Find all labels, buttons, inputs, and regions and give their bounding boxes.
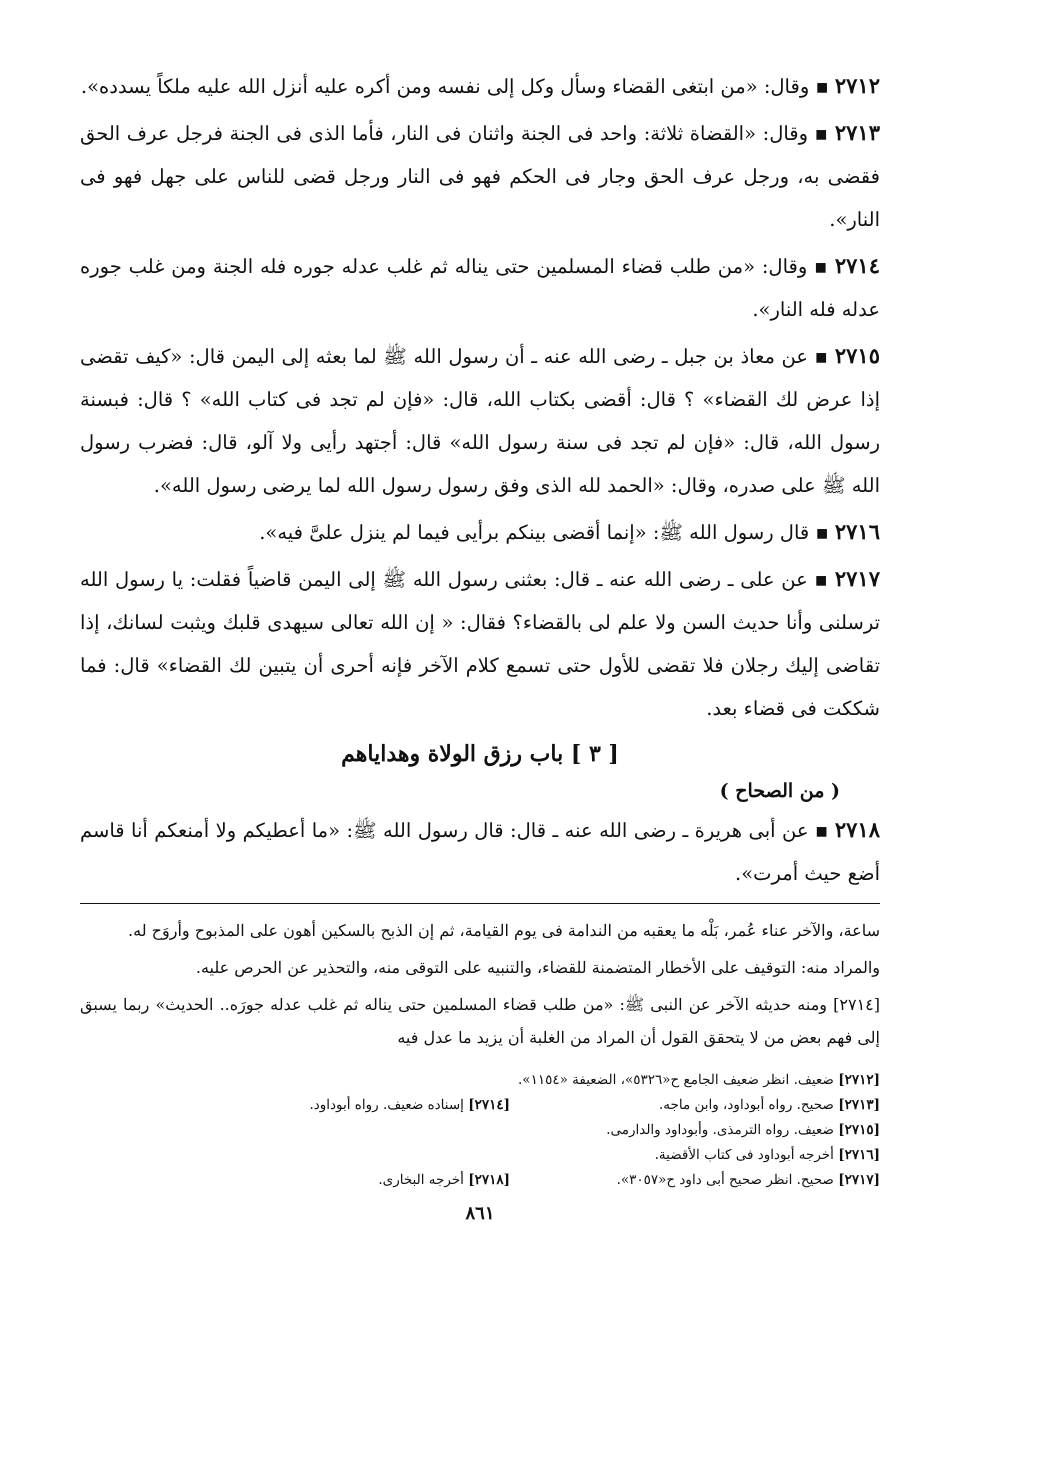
reference-2718 (210, 1168, 510, 1193)
commentary-paragraph: ساعة، والآخر عناء عُمر، بَلْه ما يعقبه من الندامة فى يوم القيامة، ثم إن الذبح بالسكين أهون على المذبوح وأروَح له. (128, 921, 880, 940)
reference-2712 (80, 1068, 880, 1093)
hadith-number: ٢٧١٥ (834, 343, 880, 368)
references (80, 1068, 880, 1193)
reference-row (80, 1118, 880, 1143)
reference-text: أخرجه البخارى. (378, 1172, 464, 1188)
reference-row (80, 1168, 880, 1193)
reference-row (80, 1093, 880, 1118)
reference-2717 (510, 1168, 880, 1193)
hadith-number: ٢٧١٢ (834, 73, 880, 98)
hadith-number: ٢٧١٨ (834, 817, 880, 842)
hadith-2713: ٢٧١٣ ▪ وقال: «القضاة ثلاثة: واحد فى الجنة واثنان فى النار، فأما الذى فى الجنة فرجل عرف الحق فقضى به، ورجل عرف الحق وجار فى الحكم فهو فى النار ورجل قضى للناس على جهل فهو فى النار». (80, 120, 880, 231)
commentary-paragraph: [٢٧١٤] ومنه حديثه الآخر عن النبى ﷺ: «من طلب قضاء المسلمين حتى يناله ثم غلب عدله جورَه.. الحديث» ربما يسبق إلى فهم بعض من لا يتحقق القول أن المراد من الغلبة أن يزيد ما عدل فيه (80, 995, 880, 1047)
reference-text: صحيح. انظر صحيح أبى داود ح«٣٠٥٧». (616, 1172, 834, 1188)
hadith-2714: ٢٧١٤ ▪ وقال: «من طلب قضاء المسلمين حتى يناله ثم غلب عدله جوره فله الجنة ومن غلب جوره عدله فله النار». (80, 253, 880, 321)
hadith-number: ٢٧١٧ (834, 566, 880, 591)
hadith-text: وقال: «من ابتغى القضاء وسأل وكل إلى نفسه ومن أكره عليه أنزل الله عليه ملكاً يسدده». (80, 75, 810, 98)
page-number: ٨٦١ (465, 1203, 495, 1224)
chapter-heading: [ ٣ ] باب رزق الولاة وهداياهم (341, 741, 619, 767)
reference-2713 (510, 1093, 880, 1118)
reference-number: [٢٧١٧] (838, 1172, 880, 1188)
hadith-text: وقال: «القضاة ثلاثة: واحد فى الجنة واثنان فى النار، فأما الذى فى الجنة فرجل عرف الحق فقضى به، ورجل عرف الحق وجار فى الحكم فهو فى النار ورجل قضى للناس على جهل فهو فى النار». (80, 122, 880, 231)
reference-text: ضعيف. انظر ضعيف الجامع ح«٥٣٢٦»، الضعيفة «١١٥٤». (518, 1072, 834, 1088)
reference-number: [٢٧١٥] (838, 1122, 880, 1138)
hadith-2715: ٢٧١٥ ▪ عن معاذ بن جبل ـ رضى الله عنه ـ أن رسول الله ﷺ لما بعثه إلى اليمن قال: «كيف تقضى إذا عرض لك القضاء» ؟ قال: أقضى بكتاب الله، قال: «فإن لم تجد فى كتاب الله» ؟ قال: فبسنة رسول الله، قال: «فإن لم تجد فى سنة رسول الله» قال: أجتهد رأيى ولا آلو، قال: فضرب رسول الله ﷺ على صدره، وقال: «الحمد لله الذى وفق رسول رسول الله لما يرضى رسول الله». (80, 343, 880, 497)
reference-number: [٢٧١٤] (468, 1097, 510, 1113)
reference-number: [٢٧١٨] (468, 1172, 510, 1188)
hadith-text: وقال: «من طلب قضاء المسلمين حتى يناله ثم غلب عدله جوره فله الجنة ومن غلب جوره عدله فله النار». (80, 255, 880, 321)
hadith-text: قال رسول الله ﷺ: «إنما أقضى بينكم برأيى فيما لم ينزل علىَّ فيه». (259, 521, 810, 544)
reference-number: [٢٧١٢] (838, 1072, 880, 1088)
hadith-text: عن على ـ رضى الله عنه ـ قال: بعثنى رسول الله ﷺ إلى اليمن قاضياً فقلت: يا رسول الله ترسلنى وأنا حديث السن ولا علم لى بالقضاء؟ فقال: « إن الله تعالى سيهدى قلبك ويثبت لسانك، إذا تقاضى إليك رجلان فلا تقضى للأول حتى تسمع كلام الآخر فإنه أحرى أن يتبين لك القضاء» قال: فما شككت فى قضاء بعد. (80, 568, 880, 720)
reference-row (80, 1068, 880, 1093)
reference-2714 (210, 1093, 510, 1118)
section-subheading: ( من الصحاح ) (719, 780, 840, 802)
hadith-2712: ٢٧١٢ ▪ وقال: «من ابتغى القضاء وسأل وكل إلى نفسه ومن أكره عليه أنزل الله عليه ملكاً يسدده». (80, 73, 880, 98)
reference-number: [٢٧١٦] (838, 1147, 880, 1163)
reference-text: ضعيف. رواه الترمذى. وأبوداود والدارمى. (606, 1122, 834, 1138)
reference-text: صحيح. رواه أبوداود، وابن ماجه. (658, 1097, 834, 1113)
commentary-paragraph: والمراد منه: التوقيف على الأخطار المتضمنة للقضاء، والتنبيه على التوقى منه، والتحذير عن الحرص عليه. (195, 958, 880, 977)
hadith-text: عن أبى هريرة ـ رضى الله عنه ـ قال: قال رسول الله ﷺ: «ما أعطيكم ولا أمنعكم أنا قاسم أضع حيث أمرت». (80, 819, 880, 885)
reference-2715 (80, 1118, 880, 1143)
hadith-number: ٢٧١٦ (834, 519, 880, 544)
reference-text: إسناده ضعيف. رواه أبوداود. (309, 1097, 464, 1113)
hadith-2718: ٢٧١٨ ▪ عن أبى هريرة ـ رضى الله عنه ـ قال: قال رسول الله ﷺ: «ما أعطيكم ولا أمنعكم أنا قاسم أضع حيث أمرت». (80, 817, 880, 885)
reference-text: أخرجه أبوداود فى كتاب الأقضية. (654, 1147, 834, 1163)
hadith-2716: ٢٧١٦ ▪ قال رسول الله ﷺ: «إنما أقضى بينكم برأيى فيما لم ينزل علىَّ فيه». (259, 519, 880, 544)
hadith-number: ٢٧١٣ (834, 120, 880, 145)
divider (80, 903, 880, 904)
reference-2716 (80, 1143, 880, 1168)
reference-number: [٢٧١٣] (838, 1097, 880, 1113)
hadith-2717: ٢٧١٧ ▪ عن على ـ رضى الله عنه ـ قال: بعثنى رسول الله ﷺ إلى اليمن قاضياً فقلت: يا رسول الله ترسلنى وأنا حديث السن ولا علم لى بالقضاء؟ فقال: « إن الله تعالى سيهدى قلبك ويثبت لسانك، إذا تقاضى إليك رجلان فلا تقضى للأول حتى تسمع كلام الآخر فإنه أحرى أن يتبين لك القضاء» قال: فما شككت فى قضاء بعد. (80, 566, 880, 720)
hadith-number: ٢٧١٤ (834, 253, 880, 278)
hadith-text: عن معاذ بن جبل ـ رضى الله عنه ـ أن رسول الله ﷺ لما بعثه إلى اليمن قال: «كيف تقضى إذا عرض لك القضاء» ؟ قال: أقضى بكتاب الله، قال: «فإن لم تجد فى كتاب الله» ؟ قال: فبسنة رسول الله، قال: «فإن لم تجد فى سنة رسول الله» قال: أجتهد رأيى ولا آلو، قال: فضرب رسول الله ﷺ على صدره، وقال: «الحمد لله الذى وفق رسول رسول الله لما يرضى رسول الله». (80, 345, 880, 497)
page-content (80, 64, 880, 1224)
reference-row (80, 1143, 880, 1168)
